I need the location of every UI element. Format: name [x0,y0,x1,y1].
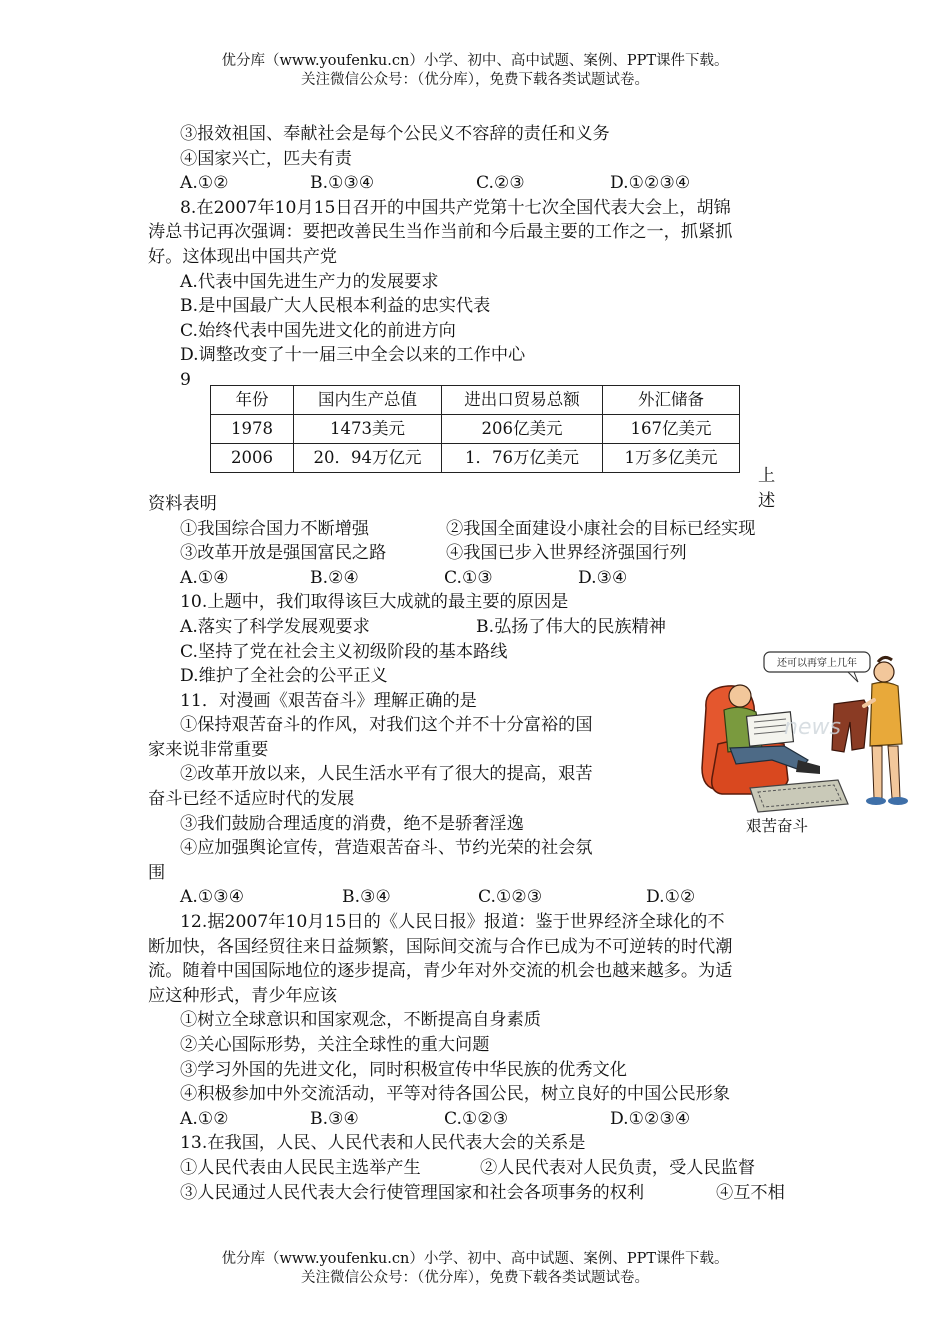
table-cell: 1．76万亿美元 [442,443,603,472]
cartoon-watermark: news [784,715,841,740]
q11-item-3: ③我们鼓励合理适度的消费，绝不是骄奢淫逸 [180,813,524,834]
header-line-1: 优分库（www.youfenku.cn）小学、初中、高中试题、案例、PPT课件下载。 [221,53,729,69]
q13-item-3: ③人民通过人民代表大会行使管理国家和社会各项事务的权利 [180,1182,645,1203]
q7-option-a: A.①② [180,173,229,194]
q9-option-b: B.②④ [310,567,359,588]
q8-stem-1: 8.在2007年10月15日召开的中国共产党第十七次全国代表大会上，胡锦 [180,197,731,218]
q11-item-4b: 围 [148,862,166,883]
q8-option-a: A.代表中国先进生产力的发展要求 [180,271,439,292]
q9-number: 9 [180,369,191,390]
q10-option-a: A.落实了科学发展观要求 [180,616,370,637]
q7-option-d: D.①②③④ [610,173,691,194]
q9-item-4: ④我国已步入世界经济强国行列 [446,543,687,564]
q11-option-d: D.①② [646,887,696,908]
page-header [0,52,950,90]
q9-options [148,566,810,591]
table-cell: 206亿美元 [442,414,603,443]
q11-item-2b: 奋斗已经不适应时代的发展 [148,789,355,810]
q7-item-3: ③报效祖国、奉献社会是每个公民义不容辞的责任和义务 [180,124,610,144]
q12-stem-3: 流。随着中国国际地位的逐步提高，青少年对外交流的机会也越来越多。为适 [148,961,733,982]
hard-work-cartoon [688,648,934,816]
footer-line-1: 优分库（www.youfenku.cn）小学、初中、高中试题、案例、PPT课件下载。 [221,1251,729,1267]
q10-stem: 10.上题中，我们取得该巨大成就的最主要的原因是 [180,592,569,613]
q9-items-row-2 [148,541,810,566]
table-header-cell: 外汇储备 [603,385,740,414]
q7-option-b: B.①③④ [310,173,375,194]
q9-stem-tail: 上述 [758,465,790,511]
q10-option-b: B.弘扬了伟大的民族精神 [476,616,666,637]
q9-item-3: ③改革开放是强国富民之路 [180,543,387,564]
q7-option-c: C.②③ [476,173,525,194]
q9-items-row-1 [148,517,810,542]
table-cell: 167亿美元 [603,414,740,443]
q11-option-c: C.①②③ [478,887,543,908]
q13-items-row-2 [148,1181,810,1206]
q12-option-d: D.①②③④ [610,1108,691,1129]
table-cell: 1978 [211,414,294,443]
q12-stem-2: 断加快，各国经贸往来日益频繁，国际间交流与合作已成为不可逆转的时代潮 [148,936,733,957]
q8-option-c: C.始终代表中国先进文化的前进方向 [180,320,456,341]
footer-line-2: 关注微信公众号：（优分库），免费下载各类试题试卷。 [301,1270,649,1286]
q8-option-b: B.是中国最广大人民根本利益的忠实代表 [180,296,491,317]
table-header-cell: 国内生产总值 [294,385,442,414]
table-row [211,414,740,443]
q13-items-row-1 [148,1156,810,1181]
q12-item-1: ①树立全球意识和国家观念，不断提高自身素质 [180,1010,541,1031]
q9-option-a: A.①④ [180,567,229,588]
q10-option-c: C.坚持了党在社会主义初级阶段的基本路线 [180,641,508,662]
q10-options-row-1 [148,615,810,640]
q11-item-4a: ④应加强舆论宣传，营造艰苦奋斗、节约光荣的社会氛 [180,838,593,859]
table-header-cell: 年份 [211,385,294,414]
q8-stem-2: 涛总书记再次强调：要把改善民生当作当前和今后最主要的工作之一，抓紧抓 [148,222,733,243]
table-header-cell: 进出口贸易总额 [442,385,603,414]
q13-item-1: ①人民代表由人民民主选举产生 [180,1157,421,1178]
q13-item-4: ④互不相 [716,1182,785,1203]
q12-option-a: A.①② [180,1108,229,1129]
q9-item-1: ①我国综合国力不断增强 [180,518,370,539]
table-cell: 20．94万亿元 [294,443,442,472]
q13-item-2: ②人民代表对人民负责，受人民监督 [480,1157,756,1178]
table-row [211,443,740,472]
q12-stem-4: 应这种形式，青少年应该 [148,985,338,1006]
q11-item-1a: ①保持艰苦奋斗的作风，对我们这个并不十分富裕的国 [180,715,593,736]
q9-data-table [210,385,740,473]
q12-item-4: ④积极参加中外交流活动，平等对待各国公民，树立良好的中国公民形象 [180,1084,731,1105]
q12-stem-1: 12.据2007年10月15日的《人民日报》报道：鉴于世界经济全球化的不 [180,912,725,933]
q13-stem: 13.在我国，人民、人民代表和人民代表大会的关系是 [180,1133,586,1154]
q12-item-2: ②关心国际形势，关注全球性的重大问题 [180,1035,490,1055]
q8-option-d: D.调整改变了十一届三中全会以来的工作中心 [180,345,526,366]
q9-item-2: ②我国全面建设小康社会的目标已经实现 [446,518,756,539]
page-footer [0,1250,950,1288]
q8-stem-3: 好。这体现出中国共产党 [148,246,338,267]
q11-item-1b: 家来说非常重要 [148,739,269,760]
q12-item-3: ③学习外国的先进文化，同时积极宣传中华民族的优秀文化 [180,1059,627,1080]
table-cell: 2006 [211,443,294,472]
q11-item-2a: ②改革开放以来，人民生活水平有了很大的提高，艰苦 [180,764,593,785]
q9-option-d: D.③④ [578,567,628,588]
q7-item-4: ④国家兴亡，匹夫有责 [180,148,352,169]
q12-option-b: B.③④ [310,1108,359,1129]
q7-options [148,171,810,196]
header-line-2: 关注微信公众号：（优分库），免费下载各类试题试卷。 [301,72,649,88]
q11-option-a: A.①③④ [180,887,245,908]
table-header-row [211,385,740,414]
cartoon-caption: 艰苦奋斗 [746,817,809,835]
q11-options [148,885,810,910]
table-cell: 1万多亿美元 [603,443,740,472]
table-cell: 1473美元 [294,414,442,443]
q11-stem: 11．对漫画《艰苦奋斗》理解正确的是 [180,690,477,711]
cartoon-bubble-text: 还可以再穿上几年 [777,658,857,669]
q9-option-c: C.①③ [444,567,493,588]
q9-stem-cont: 资料表明 [148,493,217,514]
q10-option-d: D.维护了全社会的公平正义 [180,666,388,687]
q12-option-c: C.①②③ [444,1108,509,1129]
q11-option-b: B.③④ [342,887,391,908]
q12-options [148,1107,810,1132]
